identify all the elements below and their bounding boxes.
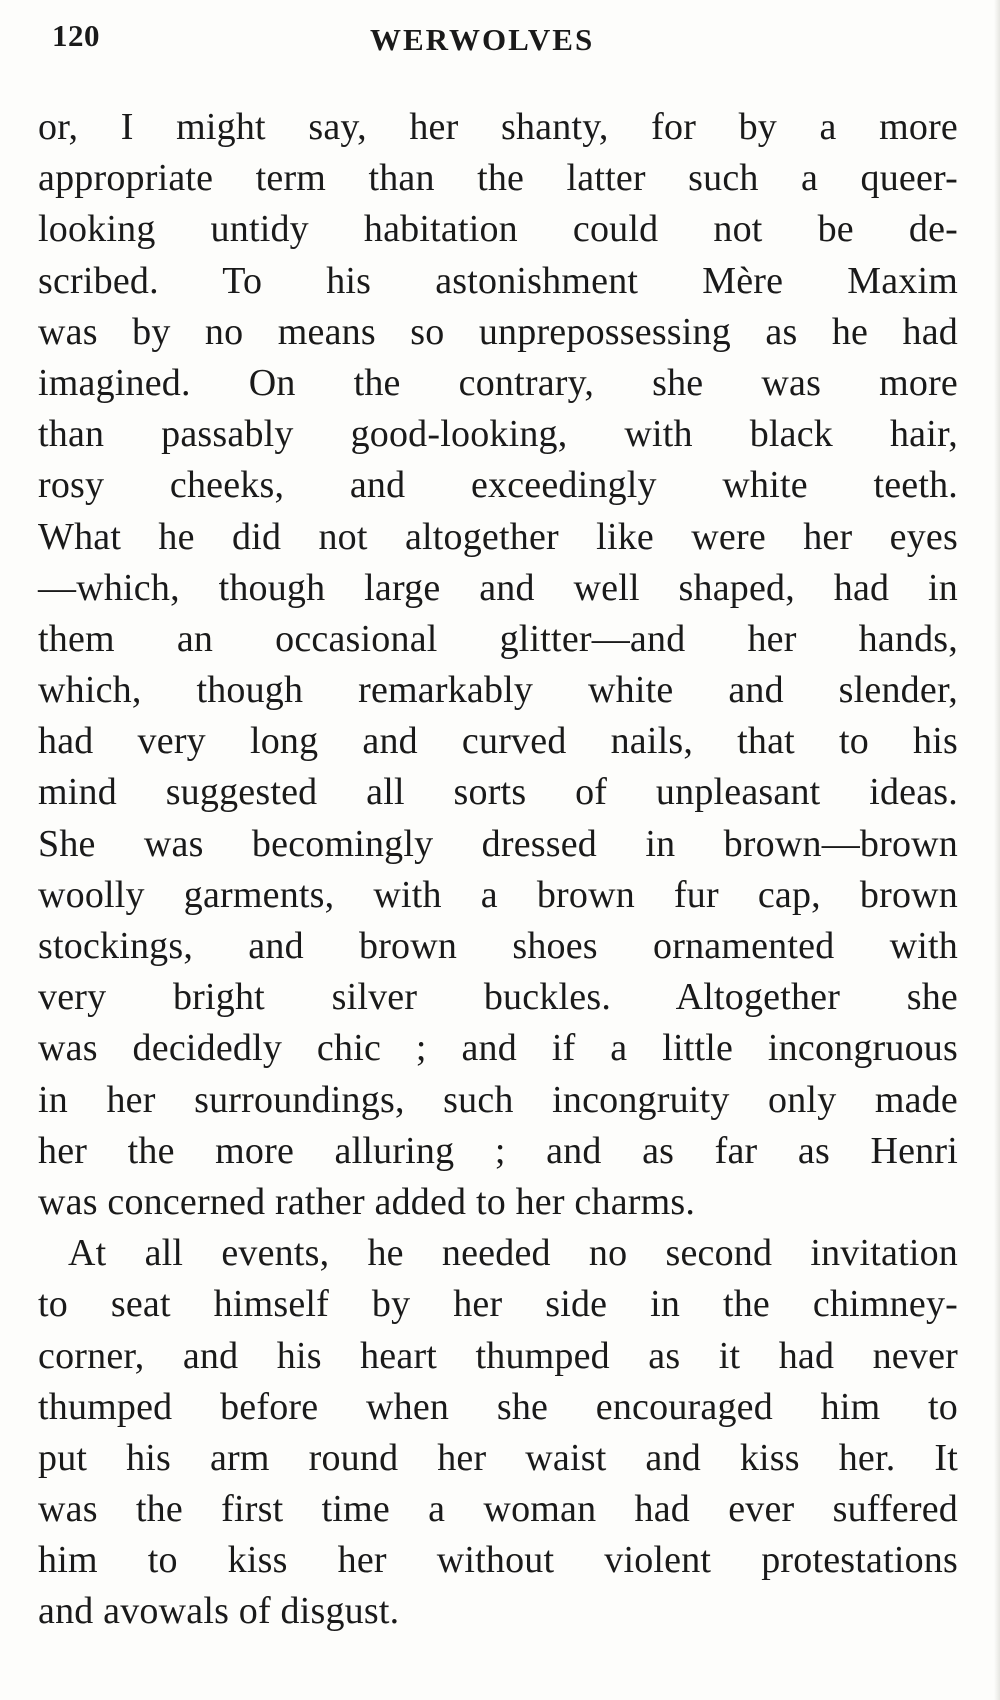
text-line: What he did not altogether like were her eyes <box>38 515 958 558</box>
running-title: WERWOLVES <box>370 22 595 57</box>
text-line: mind suggested all sorts of unpleasant ideas. <box>38 771 958 814</box>
body-text <box>38 102 958 1638</box>
text-line: woolly garments, with a brown fur cap, brown <box>38 873 958 916</box>
text-line: in her surroundings, such incongruity only made <box>38 1078 958 1121</box>
text-line: him to kiss her without violent protestations <box>38 1539 958 1582</box>
text-line: scribed. To his astonishment Mère Maxim <box>38 259 958 302</box>
page-edge-shadow <box>994 0 1000 1700</box>
text-line: was by no means so unprepossessing as he had <box>38 310 958 353</box>
text-line: was decidedly chic ; and if a little incongruous <box>38 1027 958 1070</box>
text-line: her the more alluring ; and as far as Henri <box>38 1129 958 1172</box>
text-line: —which, though large and well shaped, had in <box>38 566 958 609</box>
text-line: had very long and curved nails, that to his <box>38 720 958 763</box>
text-line: and avowals of disgust. <box>38 1590 400 1633</box>
text-line: was concerned rather added to her charms. <box>38 1180 696 1223</box>
text-line: rosy cheeks, and exceedingly white teeth. <box>38 464 958 507</box>
text-line: to seat himself by her side in the chimney- <box>38 1283 958 1326</box>
text-line: which, though remarkably white and slender, <box>38 669 958 712</box>
text-line: looking untidy habitation could not be de- <box>38 208 958 251</box>
paragraph-1 <box>38 102 958 1228</box>
text-line: thumped before when she encouraged him to <box>38 1385 958 1428</box>
text-line: them an occasional glitter—and her hands, <box>38 617 958 660</box>
paragraph-2 <box>38 1228 958 1638</box>
text-line: imagined. On the contrary, she was more <box>38 361 958 404</box>
text-line: At all events, he needed no second invitation <box>68 1232 958 1275</box>
text-line: stockings, and brown shoes ornamented with <box>38 925 958 967</box>
text-line: or, I might say, her shanty, for by a more <box>38 106 958 148</box>
page-number: 120 <box>52 18 100 53</box>
text-line: very bright silver buckles. Altogether she <box>38 976 958 1019</box>
text-line: was the first time a woman had ever suffered <box>38 1488 958 1531</box>
text-line: appropriate term than the latter such a queer- <box>38 157 958 200</box>
text-line: She was becomingly dressed in brown—brown <box>38 822 958 865</box>
running-head <box>52 18 952 68</box>
text-line: corner, and his heart thumped as it had never <box>38 1334 958 1377</box>
text-line: than passably good-looking, with black hair, <box>38 413 958 456</box>
text-line: put his arm round her waist and kiss her. It <box>38 1436 958 1479</box>
